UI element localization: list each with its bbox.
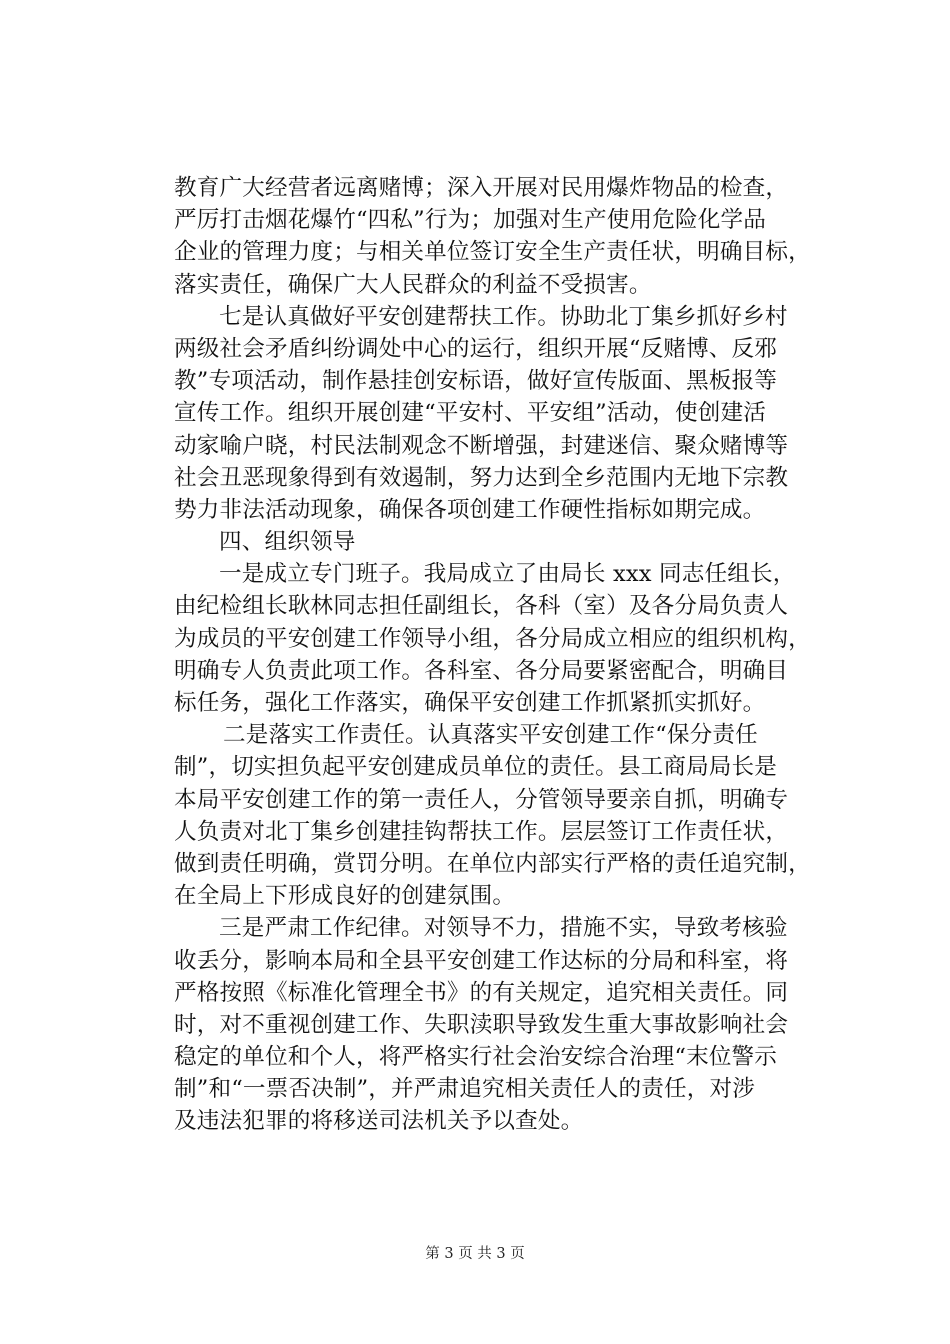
text-line: 时，对不重视创建工作、失职渎职导致发生重大事故影响社会	[174, 1011, 789, 1038]
document-body	[174, 172, 834, 1138]
text-line: 做到责任明确，赏罚分明。在单位内部实行严格的责任追究制，	[174, 850, 811, 877]
text-line: 为成员的平安创建工作领导小组，各分局成立相应的组织机构，	[174, 625, 811, 652]
text-line: 落实责任，确保广大人民群众的利益不受损害。	[174, 271, 652, 298]
text-line: 收丢分，影响本局和全县平安创建工作达标的分局和科室，将	[174, 947, 789, 974]
text-line: 明确专人负责此项工作。各科室、各分局要紧密配合，明确目	[174, 657, 789, 684]
text-line: 由纪检组长耿林同志担任副组长，各科（室）及各分局负责人	[174, 593, 789, 620]
text-line: 人负责对北丁集乡创建挂钩帮扶工作。层层签订工作责任状，	[174, 818, 789, 845]
page-number-footer: 第 3 页 共 3 页	[425, 1246, 525, 1262]
text-line: 教”专项活动，制作悬挂创安标语，做好宣传版面、黑板报等	[174, 368, 778, 395]
text-line: 势力非法活动现象，确保各项创建工作硬性指标如期完成。	[174, 496, 766, 523]
paragraph-three-start: 三是严肃工作纪律。对领导不力，措施不实，导致考核验	[219, 915, 788, 942]
text-line: 严格按照《标准化管理全书》的有关规定，追究相关责任。同	[174, 979, 789, 1006]
text-line: 两级社会矛盾纠纷调处中心的运行，组织开展“反赌博、反邪	[174, 335, 778, 362]
section-heading: 四、组织领导	[219, 529, 356, 556]
text-line: 社会丑恶现象得到有效遏制，努力达到全乡范围内无地下宗教	[174, 464, 789, 491]
text-line: 严厉打击烟花爆竹“四私”行为；加强对生产使用危险化学品	[174, 207, 766, 234]
paragraph-two-start: 二是落实工作责任。认真落实平安创建工作“保分责任	[223, 722, 758, 749]
text-line: 制”，切实担负起平安创建成员单位的责任。县工商局局长是	[174, 754, 778, 781]
paragraph-one-start: 一是成立专门班子。我局成立了由局长 xxx 同志任组长，	[219, 561, 796, 588]
text-line: 宣传工作。组织开展创建“平安村、平安组”活动，使创建活	[174, 400, 766, 427]
text-line: 标任务，强化工作落实，确保平安创建工作抓紧抓实抓好。	[174, 690, 766, 716]
text-line: 企业的管理力度；与相关单位签订安全生产责任状，明确目标，	[174, 239, 811, 266]
text-line: 制”和“一票否决制”，并严肃追究相关责任人的责任，对涉	[174, 1076, 755, 1103]
text-line: 教育广大经营者远离赌博；深入开展对民用爆炸物品的检查，	[174, 175, 789, 201]
text-line: 本局平安创建工作的第一责任人，分管领导要亲自抓，明确专	[174, 786, 789, 813]
text-line: 稳定的单位和个人，将严格实行社会治安综合治理“末位警示	[174, 1044, 778, 1071]
text-line: 及违法犯罪的将移送司法机关予以查处。	[174, 1108, 584, 1135]
text-line: 动家喻户晓，村民法制观念不断增强，封建迷信、聚众赌博等	[174, 432, 789, 459]
paragraph-seven-start: 七是认真做好平安创建帮扶工作。协助北丁集乡抓好乡村	[219, 303, 788, 330]
text-line: 在全局上下形成良好的创建氛围。	[174, 883, 516, 910]
